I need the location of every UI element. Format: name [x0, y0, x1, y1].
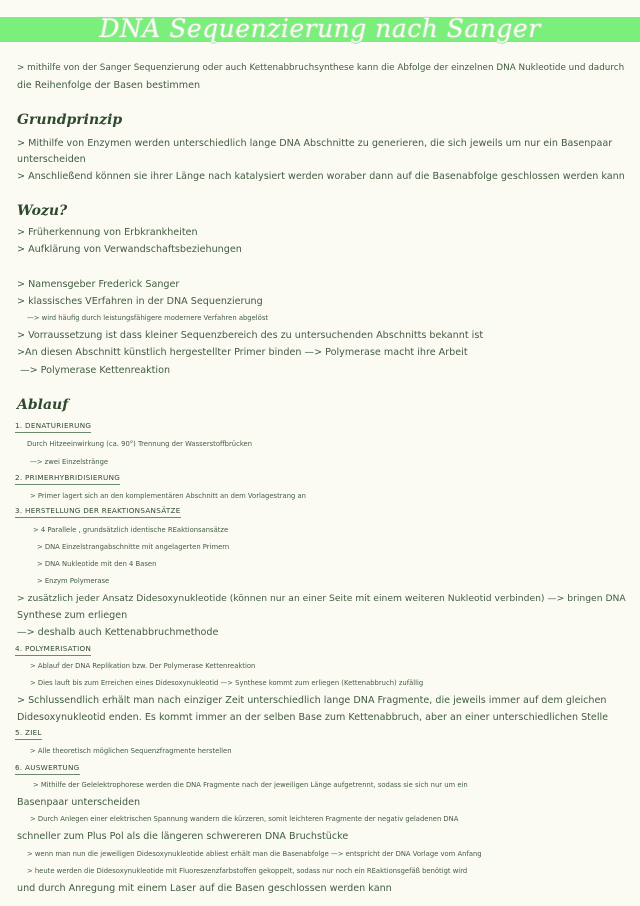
text-line: > Durch Anlegen einer elektrischen Spannung wandern die kürzeren, somit leichteren Fragmente der negativ geladenen DNA [30, 815, 459, 823]
text-line: >An diesen Abschnitt künstlich hergestellter Primer binden —> Polymerase macht ihre Arbeit [17, 347, 468, 358]
text-line: —> Polymerase Kettenreaktion [20, 365, 171, 376]
text-line: unterscheiden [17, 154, 86, 165]
text-line: und durch Anregung mit einem Laser auf die Basen geschlossen werden kann [17, 883, 392, 894]
intro-line: > mithilfe von der Sanger Sequenzierung oder auch Kettenabbruchsynthese kann die Abfolge der einzelnen DNA Nukleotide und dadurch [17, 63, 625, 73]
text-line: > wenn man nun die jeweiligen Didesoxynukleotide abliest erhält man die Basenabfolge —> entspricht der DNA Vorlage vom Anfang [27, 850, 482, 858]
text-line: > zusätzlich jeder Ansatz Didesoxynukleotide (können nur an einer Seite mit einem weiteren Nukleotid verbinden) —> bringen DNA [17, 593, 626, 604]
text-line: —> wird häufig durch leistungsfähigere modernere Verfahren abgelöst [27, 314, 269, 322]
text-line: > Mithilfe von Enzymen werden unterschiedlich lange DNA Abschnitte zu generieren, die sich jeweils um nur ein Basenpaar [17, 138, 613, 149]
step-label-herstellung: 3. HERSTELLUNG DER REAKTIONSANSÄTZE [15, 506, 181, 518]
step-label-ziel: 5. ZIEL [15, 728, 42, 740]
heading-grundprinzip: Grundprinzip [17, 112, 123, 128]
text-line: —> zwei Einzelstränge [30, 458, 109, 466]
intro-line: die Reihenfolge der Basen bestimmen [17, 80, 201, 91]
text-line: > DNA Nukleotide mit den 4 Basen [37, 560, 157, 568]
page-title: DNA Sequenzierung nach Sanger [99, 14, 541, 43]
text-line: > Dies lauft bis zum Erreichen eines Didesoxynukleotid —> Synthese kommt zum erliegen (Kettenabbruch) zufällig [30, 679, 424, 687]
text-line: > Früherkennung von Erbkrankheiten [17, 227, 198, 238]
text-line: —> deshalb auch Kettenabbruchmethode [17, 627, 219, 638]
step-label-primerhybridisierung: 2. PRIMERHYBRIDISIERUNG [15, 473, 120, 485]
text-line: > Enzym Polymerase [37, 577, 110, 585]
text-line: schneller zum Plus Pol als die längeren schwereren DNA Bruchstücke [17, 831, 349, 842]
text-line: > Schlussendlich erhält man nach einziger Zeit unterschiedlich lange DNA Fragmente, die jeweils immer auf dem gleichen [17, 695, 607, 706]
text-line: > DNA Einzelstrangabschnitte mit angelagerten Primern [37, 543, 230, 551]
text-line: > Alle theoretisch möglichen Sequenzfragmente herstellen [30, 747, 232, 755]
text-line: > Ablauf der DNA Replikation bzw. Der Polymerase Kettenreaktion [30, 662, 256, 670]
text-line: Synthese zum erliegen [17, 610, 128, 621]
heading-ablauf: Ablauf [17, 397, 69, 413]
text-line: > klassisches VErfahren in der DNA Sequenzierung [17, 296, 263, 307]
heading-wozu: Wozu? [17, 203, 68, 219]
text-line: > Anschließend können sie ihrer Länge nach katalysiert werden woraber dann auf die Basenabfolge geschlossen werden kann [17, 171, 625, 182]
text-line: > 4 Parallele , grundsätzlich identische REaktionsansätze [33, 526, 229, 534]
text-line: Basenpaar unterscheiden [17, 797, 141, 808]
text-line: > heute werden die Didesoxynukleotide mit Fluoreszenzfarbstoffen gekoppelt, sodass nur noch ein REaktionsgefäß benötigt wird [27, 867, 468, 875]
text-line: > Mithilfe der Gelelektrophorese werden die DNA Fragmente nach der jeweiligen Länge aufgetrennt, sodass sie sich nur um ein [33, 781, 468, 789]
text-line: > Primer lagert sich an den komplementären Abschnitt an dem Vorlagestrang an [30, 492, 306, 500]
text-line: > Namensgeber Frederick Sanger [17, 279, 180, 290]
step-label-auswertung: 6. AUSWERTUNG [15, 763, 80, 775]
text-line: > Vorraussetzung ist dass kleiner Sequenzbereich des zu untersuchenden Abschnitts bekannt ist [17, 330, 484, 341]
step-label-denaturierung: 1. DENATURIERUNG [15, 421, 91, 433]
text-line: Durch Hitzeeinwirkung (ca. 90°) Trennung der Wasserstoffbrücken [27, 440, 253, 448]
step-label-polymerisation: 4. POLYMERISATION [15, 644, 91, 656]
text-line: > Aufklärung von Verwandschaftsbeziehungen [17, 244, 242, 255]
text-line: Didesoxynukleotid enden. Es kommt immer an der selben Base zum Kettenabbruch, aber an einer unterschiedlichen Stelle [17, 712, 609, 723]
